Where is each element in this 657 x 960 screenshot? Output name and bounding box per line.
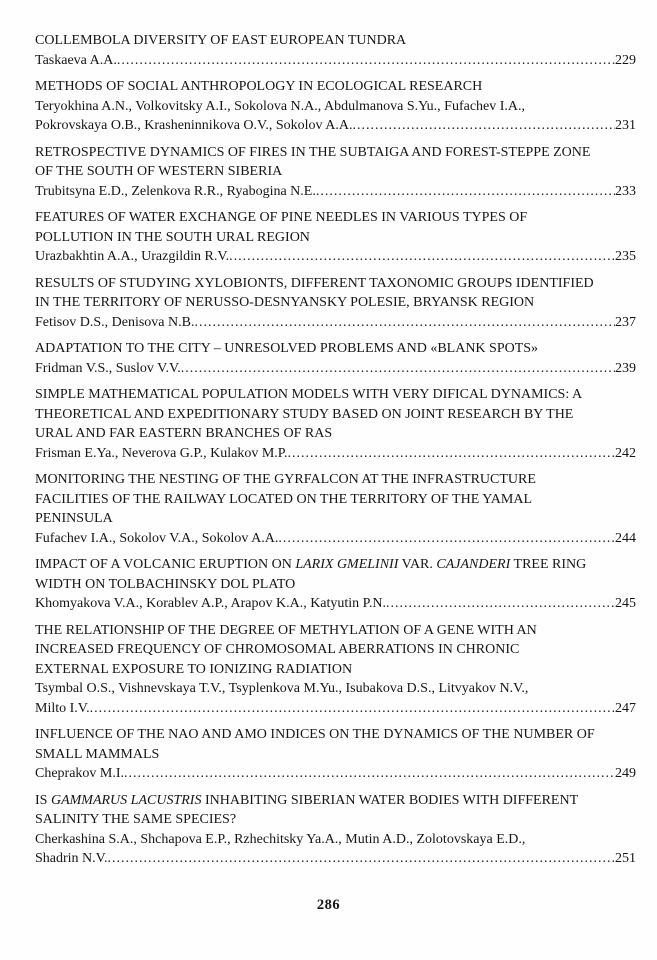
entry-page-number: 229 — [615, 52, 636, 68]
entry-authors-row — [35, 849, 636, 869]
entry-authors-line: Tsymbal O.S., Vishnevskaya T.V., Tsyplenkova M.Yu., Isubakova D.S., Litvyakov N.V., — [35, 681, 529, 696]
entry-authors-row — [35, 51, 636, 71]
entry-title-line — [35, 405, 636, 425]
entry-authors: Shadrin N.V. — [35, 851, 108, 866]
entry-authors-line: Teryokhina A.N., Volkovitsky A.I., Sokolova N.A., Abdulmanova S.Yu., Fufachev I.A., — [35, 98, 526, 114]
toc-entry — [35, 339, 636, 378]
entry-title-line — [35, 208, 636, 228]
entry-title-line — [35, 555, 636, 575]
dot-leader — [90, 699, 615, 719]
dot-leader — [117, 51, 615, 71]
entry-title-segment: FEATURES OF WATER EXCHANGE OF PINE NEEDLES IN VARIOUS TYPES OF — [35, 210, 528, 225]
entry-title-line — [35, 810, 636, 830]
entry-title-segment: METHODS OF SOCIAL ANTHROPOLOGY IN ECOLOGICAL RESEARCH — [35, 79, 483, 94]
entry-title-segment: SMALL MAMMALS — [35, 746, 160, 762]
entry-authors-row — [35, 699, 636, 719]
entry-title-segment: INCREASED FREQUENCY OF CHROMOSOMAL ABERRATIONS IN CHRONIC — [35, 642, 520, 657]
entry-title-segment: IMPACT OF A VOLCANIC ERUPTION ON — [35, 557, 296, 572]
entry-title-line — [35, 490, 636, 510]
entry-authors: Fridman V.S., Suslov V.V. — [35, 360, 181, 376]
dot-leader — [352, 116, 615, 136]
dot-leader — [124, 764, 615, 784]
entry-title-line — [35, 575, 636, 595]
dot-leader — [316, 182, 615, 202]
toc-entry — [35, 31, 636, 70]
entry-title-line — [35, 385, 636, 405]
entry-authors: Frisman E.Ya., Neverova G.P., Kulakov M.P. — [35, 445, 288, 461]
entry-title-line — [35, 31, 636, 51]
entry-title-segment: VAR. — [398, 557, 437, 572]
entry-page-number: 239 — [615, 360, 636, 376]
entry-title-segment: INHABITING SIBERIAN WATER BODIES WITH DIFFERENT — [201, 792, 579, 808]
entry-title-segment: COLLEMBOLA DIVERSITY OF EAST EUROPEAN TUNDRA — [35, 33, 407, 48]
page-footer-number: 286 — [316, 897, 341, 913]
entry-title-segment: THEORETICAL AND EXPEDITIONARY STUDY BASED ON JOINT RESEARCH BY THE — [35, 406, 574, 422]
toc-entry — [35, 77, 636, 136]
entry-authors-row — [35, 359, 636, 379]
toc-entry — [35, 385, 636, 463]
dot-leader — [229, 247, 615, 267]
entry-title-line — [35, 274, 636, 294]
entry-page-number: 237 — [615, 314, 636, 330]
entry-title-line — [35, 293, 636, 313]
dot-leader — [386, 594, 615, 614]
toc-entry — [35, 143, 636, 202]
entry-page-number: 244 — [615, 530, 636, 546]
entry-authors-row — [35, 116, 636, 136]
entry-authors: Taskaeva A.A. — [35, 52, 117, 68]
entry-title-line — [35, 143, 636, 163]
toc-entry — [35, 208, 636, 267]
entry-title-segment: SALINITY THE SAME SPECIES? — [35, 812, 237, 827]
entry-authors: Milto I.V. — [35, 700, 90, 716]
entry-authors: Fufachev I.A., Sokolov V.A., Sokolov A.A. — [35, 530, 279, 546]
entry-authors-row — [35, 182, 636, 202]
entry-title-segment: EXTERNAL EXPOSURE TO IONIZING RADIATION — [35, 661, 353, 677]
entry-page-number: 251 — [615, 851, 636, 866]
dot-leader — [288, 444, 615, 464]
entry-authors: Trubitsyna E.D., Zelenkova R.R., Ryabogina N.E. — [35, 183, 316, 199]
toc-entry — [35, 621, 636, 719]
entry-title-line — [35, 621, 636, 641]
dot-leader — [278, 529, 615, 549]
entry-authors-line: Cherkashina S.A., Shchapova E.P., Rzhechitsky Ya.A., Mutin A.D., Zolotovskaya E.D., — [35, 831, 526, 847]
entry-page-number: 249 — [615, 766, 636, 781]
entry-title-line — [35, 509, 636, 529]
entry-authors-row — [35, 594, 636, 614]
entry-title-italic-segment: GAMMARUS LACUSTRIS — [50, 792, 202, 808]
entry-title-line — [35, 339, 636, 359]
entry-title-segment: IN THE TERRITORY OF NERUSSO-DESNYANSKY POLESIE, BRYANSK REGION — [35, 295, 535, 310]
entry-title-segment: SIMPLE MATHEMATICAL POPULATION MODELS WITH VERY DIFICAL DYNAMICS: A — [35, 387, 583, 402]
entry-title-segment: FACILITIES OF THE RAILWAY LOCATED ON THE TERRITORY OF THE YAMAL — [35, 491, 533, 507]
entry-title-segment: OF THE SOUTH OF WESTERN SIBERIA — [35, 164, 283, 179]
entry-title-italic-segment: LARIX GMELINII — [295, 557, 399, 572]
dot-leader — [194, 313, 615, 333]
entry-page-number: 233 — [615, 183, 636, 199]
entry-authors: Khomyakova V.A., Korablev A.P., Arapov K.A., Katyutin P.N. — [35, 596, 387, 611]
dot-leader — [181, 359, 615, 379]
entry-authors: Fetisov D.S., Denisova N.B. — [35, 314, 195, 330]
entry-title-segment: INFLUENCE OF THE NAO AND AMO INDICES ON THE DYNAMICS OF THE NUMBER OF — [35, 727, 595, 742]
entry-title-segment: ADAPTATION TO THE CITY – UNRESOLVED PROBLEMS AND «BLANK SPOTS» — [35, 341, 539, 356]
entry-authors-row — [35, 313, 636, 333]
toc-entry — [35, 725, 636, 784]
entry-authors: Cheprakov M.I. — [35, 766, 125, 781]
entry-title-line — [35, 725, 636, 745]
entry-title-line — [35, 745, 636, 765]
entry-title-line — [35, 162, 636, 182]
entry-title-line — [35, 424, 636, 444]
entry-authors-row — [35, 444, 636, 464]
entry-title-italic-segment: CAJANDERI — [436, 557, 511, 572]
entry-title-line — [35, 660, 636, 680]
entry-authors: Pokrovskaya O.B., Krasheninnikova O.V., Sokolov A.A. — [35, 118, 353, 133]
entry-title-segment: WIDTH ON TOLBACHINSKY DOL PLATO — [35, 576, 296, 592]
toc-entry — [35, 555, 636, 614]
entry-title-segment: IS — [35, 792, 51, 808]
dot-leader — [107, 849, 615, 869]
entry-page-number: 245 — [615, 596, 636, 611]
entry-title-segment: RETROSPECTIVE DYNAMICS OF FIRES IN THE SUBTAIGA AND FOREST-STEPPE ZONE — [35, 144, 591, 160]
toc-entry — [35, 274, 636, 333]
entry-title-segment: THE RELATIONSHIP OF THE DEGREE OF METHYLATION OF A GENE WITH AN — [35, 622, 537, 638]
entry-title-line — [35, 791, 636, 811]
entry-title-segment: URAL AND FAR EASTERN BRANCHES OF RAS — [35, 426, 333, 441]
entry-authors-row — [35, 247, 636, 267]
entry-page-number: 235 — [615, 249, 636, 264]
entry-page-number: 242 — [615, 445, 636, 461]
entry-title-segment: RESULTS OF STUDYING XYLOBIONTS, DIFFERENT TAXONOMIC GROUPS IDENTIFIED — [35, 275, 594, 291]
entry-authors: Urazbakhtin A.A., Urazgildin R.V. — [35, 249, 230, 264]
entry-title-segment: POLLUTION IN THE SOUTH URAL REGION — [35, 229, 310, 245]
entry-title-line — [35, 470, 636, 490]
entry-title-line — [35, 228, 636, 248]
entry-title-segment: TREE RING — [510, 557, 587, 572]
toc-entry — [35, 791, 636, 869]
entry-title-line — [35, 640, 636, 660]
entry-authors-row — [35, 764, 636, 784]
toc-list — [35, 31, 636, 876]
entry-page-number: 231 — [615, 118, 636, 133]
entry-authors-row — [35, 529, 636, 549]
entry-title-segment: MONITORING THE NESTING OF THE GYRFALCON AT THE INFRASTRUCTURE — [35, 472, 536, 487]
entry-title-segment: PENINSULA — [35, 511, 113, 526]
toc-entry — [35, 470, 636, 548]
entry-title-line — [35, 77, 636, 97]
entry-page-number: 247 — [615, 700, 636, 716]
